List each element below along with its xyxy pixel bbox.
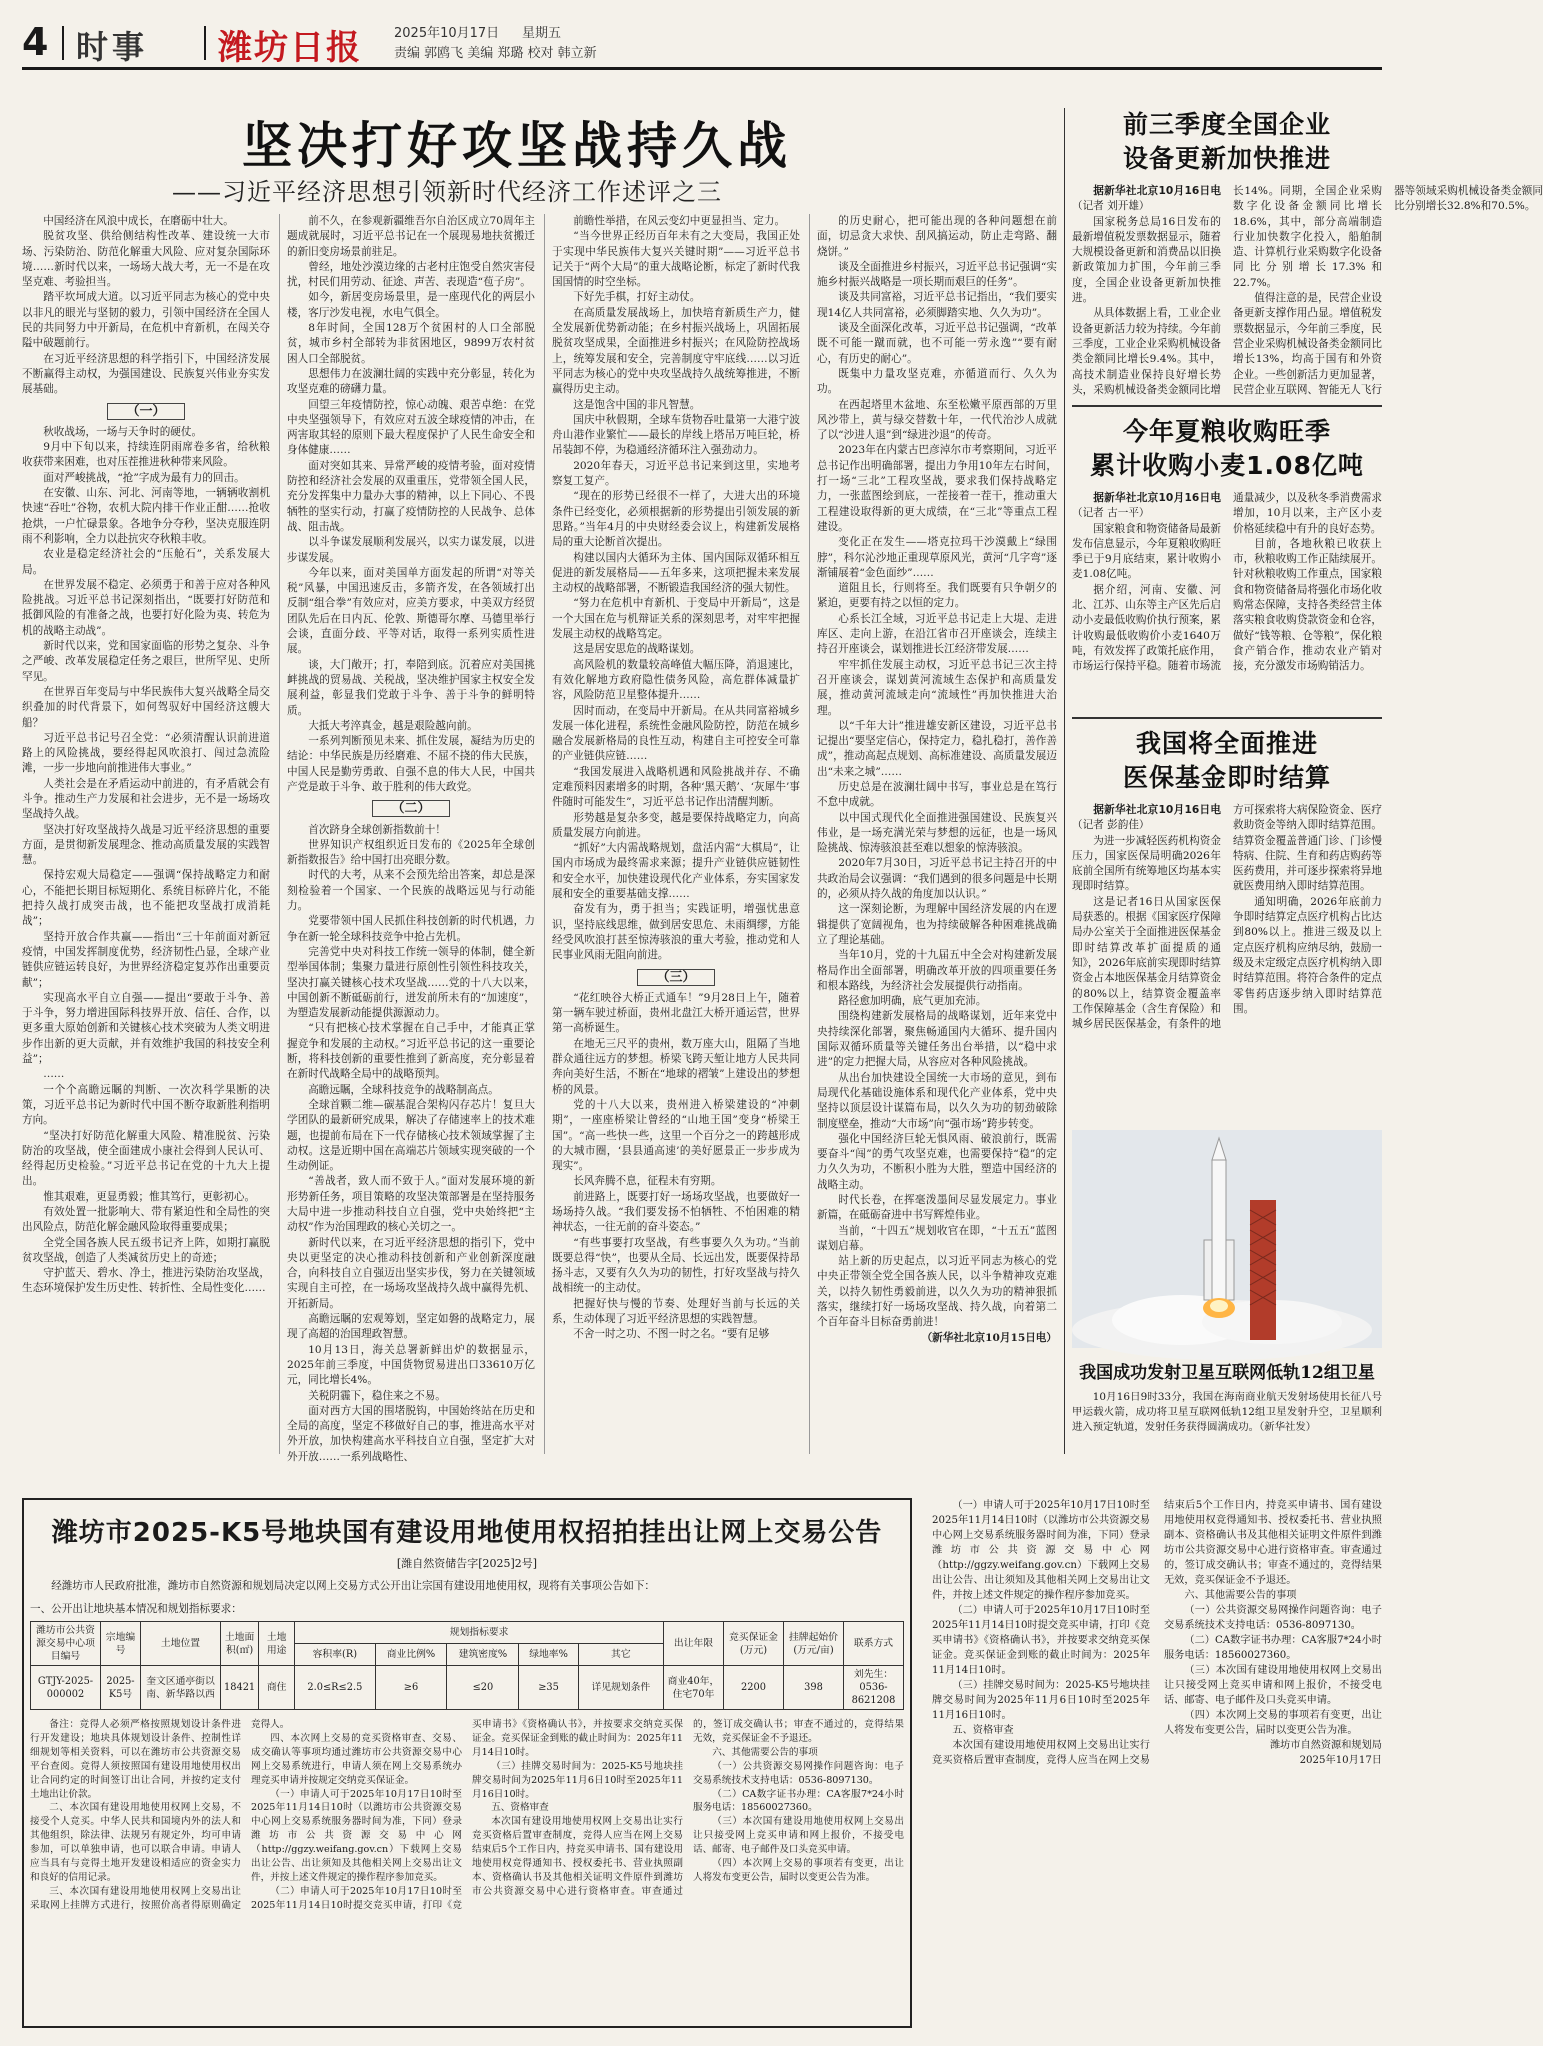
paragraph: 既集中力量攻坚克难，亦循道而行、久久为功。 — [817, 367, 1057, 396]
paragraph: “有些事要打攻坚战，有些事要久久为功。”当前既要总得“快”，也要从全局、长远出发，既要保持昂扬斗志，又要有久久为功的韧性，打好攻坚战与持久战相统一的主动仗。 — [552, 1236, 800, 1295]
land-parcel-table — [30, 1621, 904, 1710]
article-column-3 — [552, 214, 800, 1454]
table-header: 宗地编号 — [101, 1622, 141, 1666]
paragraph: 当前，“十四五”规划收官在即，“十五五”蓝图谋划启幕。 — [817, 1224, 1057, 1252]
story-headline: 今年夏粮收购旺季 累计收购小麦1.08亿吨 — [1090, 417, 1364, 480]
paragraph: 坚决打好攻坚战持久战是习近平经济思想的重要方面，是贯彻新发展理念、推动高质量发展的实践智慧。 — [22, 823, 270, 867]
paragraph: （三）本次国有建设用地使用权网上交易出让只接受网上竞买申请和网上报价，不接受电话、邮寄、电子邮件及口头竞买申请。 — [693, 1816, 904, 1856]
para-group — [552, 214, 800, 964]
paragraph: 大抵大考淬真金，越是艰险越向前。 — [308, 719, 478, 732]
paragraph: 路径愈加明确，底气更加充沛。 — [838, 995, 987, 1008]
newspaper-page — [22, 18, 1543, 2028]
paragraph: 如今，新居变房场景里，是一座现代化的两层小楼，客厅沙发电视，水电气俱全。 — [287, 291, 535, 319]
paragraph: “只有把核心技术掌握在自己手中，才能真正掌握竞争和发展的主动权。”习近平总书记的这一重要论断，将科技创新的重要性推到了新高度，充分彰显着在新时代战略全局中的战略预判。 — [287, 1022, 535, 1081]
dateline: 据新华社北京10月16日电（记者 彭韵佳） — [1072, 804, 1221, 832]
paragraph: 脱贫攻坚、供给侧结构性改革、建设统一大市场、污染防治、防范化解重大风险、应对复杂国际环境……新时代以来，一场场大战大考，无一不是在攻坚克难、考验担当。 — [22, 230, 270, 289]
table-header: 出让年限 — [664, 1622, 724, 1666]
paragraph: 在安徽、山东、河北、河南等地，一辆辆收割机快速“吞吐”谷物，农机大院内排干作业正酣……抢收抢烘，一户忙碌景象。各地争分夺秒，坚决克服连阴雨不利影响，全力以赴抗灾夺秋粮丰收。 — [22, 487, 270, 545]
paragraph: “现在的形势已经很不一样了，大进大出的环境条件已经变化，必须根据新的形势提出引领发展的新思路。”当年4月的中央财经委会议上，构建新发展格局的重大论断首次提出。 — [552, 490, 800, 549]
paragraph: “努力在危机中育新机、于变局中开新局”，这是一个大国在危与机辩证关系的深刻思考，对牢牢把握发展主动权的战略笃定。 — [552, 597, 800, 641]
section-marker: （一） — [22, 404, 270, 419]
story-headline: 我国将全面推进 医保基金即时结算 — [1122, 729, 1331, 792]
para-group — [817, 214, 1057, 1331]
editor-credits: 责编 郭鸥飞 美编 郑璐 校对 韩立新 — [394, 46, 597, 61]
table-cell: ≤20 — [447, 1666, 519, 1710]
paragraph: 构建以国内大循环为主体、国内国际双循环相互促进的新发展格局——五年多来，这项把握未来发展主动权的战略部署，不断锻造我国经济的强大韧性。 — [552, 551, 800, 595]
paragraph: 时代长卷，在挥毫泼墨间尽显发展定力。事业新篇，在砥砺奋进中书写辉煌伟业。 — [817, 1194, 1057, 1222]
paragraph: 目前，各地秋粮已收获上市，秋粮收购工作正陆续展开。针对秋粮收购工作重点，国家粮食和物资储备局将强化市场化收购常态保障，支持各类经营主体落实粮食收购贷款资金和仓容，做好“钱等粮、仓等粮”，保化粮食产销合作，推动农业产销对接，充分激发市场购销活力。 — [1233, 537, 1382, 673]
paragraph: 谈及共同富裕，习近平总书记指出，“我们要实现14亿人共同富裕，必须脚踏实地、久久为功”。 — [817, 291, 1057, 319]
section-marker: （二） — [287, 801, 535, 816]
table-cell: 刘先生：0536-8621208 — [844, 1666, 904, 1710]
paragraph: 谈，大门敞开；打，奉陪到底。沉着应对美国挑衅挑战的贸易战、关税战，坚决维护国家主权安全发展利益，彰显我们党敢于斗争、善于斗争的鲜明特质。 — [287, 658, 535, 717]
paragraph: 思想伟力在波澜壮阔的实践中充分彰显，转化为攻坚克难的磅礴力量。 — [287, 367, 535, 396]
paragraph: 守护蓝天、碧水、净土，推进污染防治攻坚战，生态环境保护发生历史性、转折性、全局性变化…… — [22, 1267, 270, 1295]
paragraph: 全球首颗二维—碳基混合架构闪存芯片！复旦大学团队的最新研究成果，解决了存储速率上的技术难题，也提前布局在下一代存储核心技术领域掌握了主动权。这是近期中国在高端芯片领域实现突破的一个生动例证。 — [287, 1098, 535, 1173]
paragraph: 在世界发展不稳定、必须勇于和善于应对各种风险挑战。习近平总书记深刻指出，“既要打好防范和抵御风险的有准备之战，也要打好化险为夷、转危为机的战略主动战”。 — [22, 578, 270, 637]
signature-date: 2025年10月17日 — [1299, 1755, 1382, 1766]
announcement-title: 潍坊市2025-K5号地块国有建设用地使用权招拍挂出让网上交易公告 — [51, 1518, 883, 1548]
paragraph: 牢牢抓住发展主动权，习近平总书记三次主持召开座谈会，谋划黄河流域生态保护和高质量发展，推动黄河流域走向“流域性”再加快推进大治理。 — [817, 658, 1057, 717]
paragraph: 通知明确，2026年底前力争即时结算定点医疗机构占比达到80%以上。推进三级及以上定点医疗机构应纳尽纳，鼓励一级及未定级定点医疗机构纳入即时结算范围。将符合条件的定点零售药店逐步纳入即时结算范围。 — [1233, 895, 1382, 1015]
column-rule — [544, 214, 545, 1454]
column-rule — [1064, 108, 1065, 1454]
paragraph: 2020年7月30日，习近平总书记主持召开的中共政治局会议强调：“我们遇到的很多问题是中长期的，必须从持久战的角度加以认识。” — [817, 857, 1057, 901]
paragraph: 世界知识产权组织近日发布的《2025年全球创新指数报告》给中国打出亮眼分数。 — [287, 838, 535, 867]
table-cell: GTJY-2025-000002 — [31, 1666, 101, 1710]
paragraph: 实现高水平自立自强——提出“要敢于斗争、善于斗争，努力增进国际科技界开放、信任、合作，以更多重大原始创新和关键核心技术突破为人类文明进步作出新的更大贡献，并有效维护我国的科技安全利益”； — [22, 991, 270, 1066]
paragraph: 前进路上，既要打好一场场攻坚战，也要做好一场场持久战。“我们要发扬不怕牺牲、不怕困难的精神状态，一往无前的奋斗姿态。” — [552, 1190, 800, 1234]
para-group — [287, 823, 535, 1465]
paragraph: 从具体数据上看，工业企业设备更新活力较为持续。今年前三季度，工业企业采购机械设备类金额同比增长9.4%。其中，高技术制造业保持良好增长势头，采购机械设备类金额同比增长14%。同期，全国企业采购数字化设备金额同比增长18.6%，其中，部分高端制造行业加快数字化投入，船舶制造、计算机行业采购数字化设备同比分别增长17.3%和22.7%。 — [1072, 185, 1382, 396]
paragraph: （一）公共资源交易网操作问题咨询：电子交易系统技术支持电话：0536-8097130。 — [1164, 1605, 1382, 1631]
story-equipment — [1072, 108, 1543, 399]
paragraph: 本次国有建设用地使用权网上交易出让实行竞买资格后置审查制度，竞得人应当在网上交易结束后5个工作日内，持竞买申请书、国有建设用地使用权竞得通知书、授权委托书、营业执照副本、资格确认书及其他相关证明文件原件到潍坊市公共资源交易中心进行资格审查。审查通过的，签订成交确认书；审查不通过的，竞得结果无效，竞买保证金不予退还。 — [472, 1719, 904, 1897]
rocket-illustration — [1072, 1130, 1382, 1348]
paragraph: 2023年在内蒙古巴彦淖尔市考察期间，习近平总书记作出明确部署，提出力争用10年左右时间，打一场“三北”工程攻坚战，要求我们保持战略定力，一张蓝图绘到底，一茬接着一茬干，推动重大工程建设取得新的更大成绩，在“三北”等重点工程建设。 — [817, 444, 1057, 533]
table-header-row — [31, 1622, 904, 1644]
paragraph: 为进一步减轻医药机构资金压力，国家医保局明确2026年底前全国所有统筹地区均基本实现即时结算。 — [1072, 834, 1221, 893]
table-header: 规划指标要求 — [295, 1622, 664, 1644]
story-medical-insurance — [1072, 727, 1382, 1065]
paragraph: “我国发展进入战略机遇和风险挑战并存、不确定难预料因素增多的时期，各种‘黑天鹅’、‘灰犀牛’事件随时可能发生”，习近平总书记作出清醒判断。 — [552, 765, 800, 809]
paragraph: 在地无三尺平的贵州，数万座大山，阻隔了当地群众通往远方的梦想。桥梁飞跨天堑让地方人民共同奔向美好生活，不断在“地球的褶皱”上建设出的梦想桥的风景。 — [552, 1037, 800, 1096]
paragraph: “花红映谷大桥正式通车！”9月28日上午，随着第一辆车驶过桥面，贵州北盘江大桥开通运营，世界第一高桥诞生。 — [552, 991, 800, 1035]
paragraph: …… — [43, 1068, 65, 1081]
paragraph: （三）挂牌交易时间为：2025-K5号地块挂牌交易时间为2025年11月6日10时至2025年11月16日10时。 — [932, 1680, 1150, 1721]
announcement-number: [潍自然资储告字[2025]2号] — [396, 1557, 538, 1570]
paragraph: 2020年春天，习近平总书记来到这里，实地考察复工复产。 — [552, 459, 800, 488]
table-cell: 2200 — [724, 1666, 784, 1710]
article-column-2 — [287, 214, 535, 1463]
paragraph: 在西起塔里木盆地、东至松嫩平原西部的万里风沙带上，黄与绿交替数十年，一代代治沙人成就了以“沙进人退”到“绿进沙退”的传奇。 — [817, 398, 1057, 442]
para-group — [1072, 184, 1543, 399]
para-group — [1072, 803, 1382, 1032]
paragraph: 不舍一时之功、不图一时之名。“要有足够 — [573, 1328, 770, 1341]
table-cell: 398 — [784, 1666, 844, 1710]
para-group — [287, 214, 535, 795]
paragraph: 惟其艰难，更显勇毅；惟其笃行，更彰初心。 — [43, 1190, 256, 1203]
paragraph: 农业是稳定经济社会的“压舱石”，关系发展大局。 — [22, 548, 270, 576]
paragraph: 习近平总书记号召全党：“必须清醒认识前进道路上的风险挑战，要经得起风吹浪打、闯过急流险滩，一步一步地向前推进伟大事业。” — [22, 731, 270, 775]
paragraph: 9月中下旬以来，持续连阴雨席卷多省，给秋粮收获带来困难，也对压茬推进秋种带来风险。 — [22, 441, 270, 469]
paragraph: 历史总是在波澜壮阔中书写，事业总是在笃行不怠中成就。 — [817, 780, 1057, 809]
paragraph: 面对西方大国的围堵脱钩，中国始终站在历史和全局的高度，坚定不移做好自己的事，推进高水平对外开放，加快构建高水平科技自立自强，坚定扩大对外开放……一系列战略性、 — [287, 1404, 535, 1463]
paragraph: 党要带领中国人民抓住科技创新的时代机遇，力争在新一轮全球科技竞争中抢占先机。 — [287, 915, 535, 943]
paragraph: 在习近平经济思想的科学指引下，中国经济发展不断赢得主动权，为强国建设、民族复兴伟业夯实发展基础。 — [22, 352, 270, 396]
paragraph: 因时而动，在变局中开新局。在从共同富裕城乡发展一体化进程，系统性金融风险防控，防范在城乡融合发展新格局的良性互动，构建自主可控安全可靠的产业链供应链…… — [552, 704, 800, 763]
photo-caption: 我国成功发射卫星互联网低轨12组卫星 — [1079, 1363, 1375, 1383]
table-cell: ≥35 — [519, 1666, 578, 1710]
paragraph: 以中国式现代化全面推进强国建设、民族复兴伟业，是一场充满光荣与梦想的远征，也是一场风险挑战、惊涛骇浪甚至难以想象的惊涛骇浪。 — [817, 811, 1057, 855]
paragraph: “抓好”大内需战略规划，盘活内需“大棋局”，让国内市场成为最终需求来源；提升产业链供应链韧性和安全水平，加快建设现代化产业体系，夯实国家发展和安全的重要基础支撑…… — [552, 842, 800, 901]
paragraph: “善战者，致人而不致于人。”面对发展环境的新形势新任务，项目策略的攻坚决策部署是在坚持服务大局中进一步推动科技自立自强，党中央始终把“主动权”作为治国理政的核心关切之一。 — [287, 1175, 535, 1234]
para-group — [22, 425, 270, 1297]
paragraph: （二）CA数字证书办理：CA客服7*24小时服务电话：18560027360。 — [693, 1788, 904, 1814]
paragraph: 时代的大考，从来不会预先给出答案，却总是深刻检验着一个国家、一个民族的战略远见与行动能力。 — [287, 869, 535, 913]
paragraph: 中国经济在风浪中成长，在磨砺中壮大。 — [43, 215, 234, 227]
paragraph: （四）本次网上交易的事项若有变更，出让人将发布变更公告，届时以变更公告为准。 — [693, 1858, 904, 1883]
table-cell: 商业40年，住宅70年 — [664, 1666, 724, 1710]
page-header — [22, 18, 1382, 70]
table-header: 竞买保证金(万元) — [724, 1622, 784, 1666]
paragraph: 下好先手棋，打好主动仗。 — [573, 291, 701, 304]
paragraph: 奋发有为，勇于担当；实践证明，增强忧患意识，坚持底线思维，做到居安思危、未雨绸缪，方能经受风吹浪打甚至惊涛骇浪的重大考验，推动党和人民事业风雨无阻向前进。 — [552, 903, 800, 962]
paragraph: 人类社会是在矛盾运动中前进的，有矛盾就会有斗争。推动生产力发展和社会进步，无不是一场场攻坚战持久战。 — [22, 777, 270, 821]
table-header: 挂牌起始价(万元/亩) — [784, 1622, 844, 1666]
paragraph: 这是记者16日从国家医保局获悉的。根据《国家医疗保障局办公室关于全面推进医保基金即时结算改革扩面提质的通知》，2026年底前实现即时结算资金占本地医保基金月结算资金的80%以上，结算资金覆盖率工作保障基金（含生育保险）和城乡居民医保基金，有条件的地方可探索将大病保险资金、医疗救助资金等纳入即时结算范围。结算资金覆盖普通门诊、门诊慢特病、住院、生育和药店购药等医药费用，并可逐步探索将异地就医费用纳入即时结算范围。 — [1072, 804, 1382, 1031]
signature-org: 潍坊市自然资源和规划局 — [1269, 1740, 1382, 1751]
paper-logo: 潍坊日报 — [218, 28, 362, 68]
header-divider — [62, 26, 64, 60]
story-body — [1072, 491, 1382, 711]
paragraph: 六、其他需要公告的事项 — [712, 1746, 818, 1758]
paragraph: 曾经，地处沙漠边缘的古老村庄饱受自然灾害侵扰，村民们用劳动、征途、声苦、表现造“苞子房”。 — [287, 260, 535, 289]
photo-note: 10月16日9时33分，我国在海南商业航天发射场使用长征八号甲运载火箭，成功将卫星互联网低轨12组卫星发射升空，卫星顺利进入预定轨道，发射任务获得圆满成功。（新华社发） — [1072, 1391, 1382, 1433]
paragraph: 关税阴霾下，稳住来之不易。 — [308, 1389, 446, 1402]
paragraph: 秋收战场，一场与天争时的硬仗。 — [43, 425, 203, 438]
article-credit: （新华社北京10月15日电） — [921, 1331, 1057, 1344]
paragraph: 二、本次国有建设用地使用权网上交易，不接受个人竞买。中华人民共和国境内外的法人和其他组织，除法律、法规另有规定外，均可申请参加，可以单独申请，也可以联合申请。申请人应当具有与竞得土地开发建设相适应的资金实力和良好的信用记录。 — [30, 1802, 241, 1883]
table-header: 其它 — [578, 1644, 663, 1666]
table-header: 商业比例% — [375, 1644, 447, 1666]
table-header: 土地用途 — [259, 1622, 295, 1666]
story-body — [1072, 803, 1382, 1065]
land-auction-announcement — [22, 1498, 912, 2028]
story-body — [1072, 184, 1543, 399]
paragraph: 完善党中央对科技工作统一领导的体制，健全新型举国体制；集聚力量进行原创性引领性科技攻关，坚决打赢关键核心技术攻坚战……党的十八大以来，中国创新不断砥砺前行，迸发前所未有的“加速度”，为塑造发展新动能提供源源动力。 — [287, 945, 535, 1020]
table-cell: 奎文区通亭街以南、新华路以西 — [141, 1666, 221, 1710]
paragraph: 10月13日，海关总署新鲜出炉的数据显示，2025年前三季度，中国货物贸易进出口33610万亿元，同比增长4%。 — [287, 1343, 535, 1387]
table-cell: ≥6 — [375, 1666, 447, 1710]
paragraph: 谈及全面深化改革，习近平总书记强调，“改革既不可能一蹴而就，也不可能一劳永逸”“要有耐心，有历史的耐心”。 — [817, 322, 1057, 365]
paragraph: 据介绍，河南、安徽、河北、江苏、山东等主产区先后启动小麦最低收购价执行预案，累计收购最低收购价小麦1640万吨，有效发挥了政策托底作用，市场运行保持平稳。随着市场流通量减少，以及秋冬季消费需求增加，10月以来，主产区小麦价格延续稳中有升的良好态势。 — [1072, 492, 1382, 673]
paragraph: 8年时间，全国128万个贫困村的人口全部脱贫，城市乡村全部转为非贫困地区，9899万农村贫困人口全部脱贫。 — [287, 322, 535, 365]
table-cell: 详见规划条件 — [578, 1666, 663, 1710]
paragraph: 六、其他需要公告的事项 — [1184, 1590, 1297, 1601]
main-headline: 坚决打好攻坚战持久战 — [242, 116, 792, 175]
paragraph: 高风险机的数量较高峰值大幅压降，消退速比，有效化解地方政府隐性债务风险，高危群体减量扩容，风险防范卫星整体提升…… — [552, 658, 800, 702]
table-header: 潍坊市公共资源交易中心项目编号 — [31, 1622, 101, 1666]
table-cell: 商住 — [259, 1666, 295, 1710]
paragraph: （三）本次国有建设用地使用权网上交易出让只接受网上竞买申请和网上报价，不接受电话、邮寄、电子邮件及口头竞买申请。 — [1164, 1665, 1382, 1706]
paragraph: 踏平坎坷成大道。以习近平同志为核心的党中央以非凡的眼光与坚韧的毅力，引领中国经济在全国人民的共同努力中开新局，在危机中育新机，在闯关夺隘中破题前行。 — [22, 291, 270, 350]
paragraph: 站上新的历史起点，以习近平同志为核心的党中央正带领全党全国各族人民，以斗争精神攻克难关，以持久韧性勇毅前进，以久久为功的精神狠抓落实，继续打好一场场攻坚战、持久战，向着第二个百年奋斗目标奋勇前进！ — [817, 1255, 1057, 1329]
paragraph: 三、本次国有建设用地使用权网上交易出让采取网上挂牌方式进行，按照价高者得原则确定竞得人。 — [30, 1719, 290, 1911]
paragraph: 在世界百年变局与中华民族伟大复兴战略全局交织叠加的时代背景下，如何驾驭好中国经济这艘大船？ — [22, 685, 270, 729]
announcement-notes — [30, 1718, 904, 2018]
announcement-section: 一、公开出让地块基本情况和规划指标要求： — [30, 1603, 242, 1615]
paragraph: 这一深刻论断，为理解中国经济发展的内在逻辑提供了宽阔视角，也为持续破解各种困难挑战确立了理论基础。 — [817, 903, 1057, 946]
paragraph: 今年以来，面对美国单方面发起的所谓“对等关税”风暴，中国迅速反击，多箭齐发，在各领域打出反制“组合拳”有效应对，应美方要求，中美双方经贸团队先后在日内瓦、伦敦、斯德哥尔摩、马德里举行会谈，直面分歧、平等对话，取得一系列实质性进展。 — [287, 566, 535, 656]
paragraph: 高瞻远瞩的宏观筹划，坚定如磐的战略定力，展现了高超的治国理政智慧。 — [287, 1313, 535, 1341]
paragraph: 新时代以来，在习近平经济思想的指引下，党中央以更坚定的决心推动科技创新和产业创新深度融合，向科技自立自强迈出坚实步伐，努力在关键领域实现自主可控，在一场场攻坚战持久战中赢得先机、开拓新局。 — [287, 1236, 535, 1310]
paragraph: 长风奔腾不息，征程未有穷期。 — [573, 1175, 722, 1188]
table-header: 联系方式 — [844, 1622, 904, 1666]
story-headline: 前三季度全国企业 设备更新加快推进 — [1122, 110, 1331, 173]
paragraph: 面对严峻挑战，“抢”字成为最有力的回击。 — [43, 471, 245, 484]
table-cell: 18421 — [221, 1666, 259, 1710]
dateline: 据新华社北京10月16日电（记者 刘开雄） — [1072, 185, 1221, 213]
paragraph: 本次国有建设用地使用权网上交易出让实行竞买资格后置审查制度，竞得人应当在网上交易结束后5个工作日内，持竞买申请书、国有建设用地使用权竞得通知书、授权委托书、营业执照副本、资格确认书及其他相关证明文件原件到潍坊市公共资源交易中心进行资格审查。审查通过的，签订成交确认书；审查不通过的，竞得结果无效，竞买保证金不予退还。 — [932, 1500, 1382, 1766]
paragraph: 形势越是复杂多变，越是要保持战略定力，向高质量发展方向前进。 — [552, 811, 800, 839]
issue-date: 2025年10月17日 — [394, 26, 500, 41]
paragraph: 保持宏观大局稳定——强调“保持战略定力和耐心，不能把长期目标短期化、系统目标碎片化，不能把持久战打成突击战，也不能把攻坚战打成消耗战”； — [22, 869, 270, 928]
paragraph: 国家税务总局16日发布的最新增值税发票数据显示，随着大规模设备更新和消费品以旧换新政策加力扩围，今年前三季度，全国企业设备更新加快推进。 — [1072, 215, 1221, 305]
paragraph: （一）申请人可于2025年10月17日10时至2025年11月14日10时（以潍坊市公共资源交易中心网上交易系统服务器时间为准，下同）登录潍坊市公共资源交易中心网（http://ggzy.weifang.gov.cn）下载网上交易出让公告、出让须知及其他相关网上交易出让文件，并按上述文件规定的操作程序参加竞买。 — [251, 1788, 462, 1883]
paragraph: 一个个高瞻远瞩的判断、一次次科学果断的决策，习近平总书记为新时代中国不断夺取新胜利指明方向。 — [22, 1083, 270, 1127]
story-grain — [1072, 415, 1382, 711]
paragraph: 围绕构建新发展格局的战略谋划，近年来党中央持续深化部署，聚焦畅通国内大循环、提升国内国际双循环质量等关键任务出台举措，以“稳中求进”的定力把握大局，从容应对各种风险挑战。 — [817, 1010, 1057, 1069]
paragraph: 这是居安思危的战略谋划。 — [573, 643, 701, 656]
article-column-1 — [22, 214, 270, 1454]
paragraph: 当年10月，党的十九届五中全会对构建新发展格局作出全面部署，明确改革开放的四项重要任务和根本路线，为经济社会发展提供行动指南。 — [817, 949, 1057, 992]
paragraph: （三）挂牌交易时间为：2025-K5号地块挂牌交易时间为2025年11月6日10时至2025年11月16日10时。 — [472, 1760, 683, 1800]
para-group — [22, 214, 270, 398]
paragraph: 以斗争谋发展顺利发展兴，以实力谋发展，以进步谋发展。 — [287, 536, 535, 564]
paragraph: （一）申请人可于2025年10月17日10时至2025年11月14日10时（以潍坊市公共资源交易中心网上交易系统服务器时间为准，下同）登录潍坊市公共资源交易中心网（http://ggzy.weifang.gov.cn）下载网上交易出让公告、出让须知及其他相关网上交易出让文件，并按上述文件规定的操作程序参加竞买。 — [932, 1500, 1150, 1601]
dateline: 据新华社北京10月16日电（记者 古一平） — [1072, 492, 1221, 520]
paragraph: 一系列判断预见未来、抓住发展，凝结为历史的结论：中华民族是历经磨难、不屈不挠的伟大民族，中国人民是勤劳勇敢、自强不息的伟大人民，中国共产党是敢于斗争、敢于胜利的伟大政党。 — [287, 735, 535, 793]
paragraph: （四）本次网上交易的事项若有变更，出让人将发布变更公告，届时以变更公告为准。 — [1164, 1710, 1382, 1736]
paragraph: 心系长江全域，习近平总书记走上大堤、走进库区、走向上游，在沿江省市召开座谈会，连续主持召开座谈会，谋划推进长江经济带发展…… — [817, 612, 1057, 656]
paragraph: 国庆中秋假期，全球车货物吞吐量第一大港宁波舟山港作业繁忙——最长的岸线上塔吊万吨巨轮，桥吊装卸不停，为稳通经济循环注入强劲动力。 — [552, 413, 800, 457]
paragraph: 新时代以来，党和国家面临的形势之复杂、斗争之严峻、改革发展稳定任务之艰巨，世所罕见、史所罕见。 — [22, 640, 270, 683]
paragraph: 首次跻身全球创新指数前十！ — [308, 823, 446, 836]
paragraph: 在高质量发展战场上，加快培育新质生产力，健全发展新优势新动能；在乡村振兴战场上，巩固拓展脱贫攻坚成果，全面推进乡村振兴；在风险防控战场上，统筹发展和安全，完善制度守牢底线……以习近平同志为核心的党中央攻坚战持久战统筹推进，不断赢得历史主动。 — [552, 306, 800, 396]
table-header: 土地面积(㎡) — [221, 1622, 259, 1666]
issue-weekday: 星期五 — [522, 26, 562, 41]
table-header: 土地位置 — [141, 1622, 221, 1666]
section-name: 时事 — [76, 28, 149, 66]
paragraph: 谈及全面推进乡村振兴，习近平总书记强调“实施乡村振兴战略是一项长期而艰巨的任务”。 — [817, 260, 1057, 289]
table-cell: 2025-K5号 — [101, 1666, 141, 1710]
paragraph: “坚决打好防范化解重大风险、精准脱贫、污染防治的攻坚战，使全面建成小康社会得到人民认可、经得起历史检验。”习近平总书记在党的十九大上提出。 — [22, 1129, 270, 1188]
header-divider — [204, 26, 206, 60]
paragraph: 以“千年大计”推进雄安新区建设，习近平总书记提出“要坚定信心，保持定力，稳扎稳打，善作善成”，推动高起点规划、高标准建设、高质量发展迈出“未来之城”…… — [817, 719, 1057, 778]
paragraph: 五、资格审查 — [952, 1725, 1014, 1736]
paragraph: 坚持开放合作共赢——指出“三十年前面对新冠疫情，中国发挥制度优势，经济韧性凸显，全球产业链供应链运转良好，为世界经济稳定复苏作出重要贡献”； — [22, 930, 270, 989]
paragraph: 道阻且长，行则将至。我们既要有只争朝夕的紧迫，更要有持之以恒的定力。 — [817, 582, 1057, 610]
paragraph: （二）CA数字证书办理：CA客服7*24小时服务电话：18560027360。 — [1164, 1635, 1382, 1661]
rocket-launch-photo — [1072, 1130, 1382, 1348]
paragraph: 从出台加快建设全国统一大市场的意见，到布局现代化基础设施体系和现代化产业体系，党中央坚持以顶层设计谋篇布局，以久久为功的韧劲破除制度壁垒，推动“大市场”向“强市场”跨步转变。 — [817, 1071, 1057, 1130]
section-marker: （三） — [552, 970, 800, 985]
column-rule — [279, 214, 280, 1454]
announcement-continued — [932, 1498, 1382, 2028]
story-divider — [1072, 717, 1382, 719]
para-group — [552, 991, 800, 1343]
paragraph: （一）公共资源交易网操作问题咨询：电子交易系统技术支持电话：0536-8097130。 — [693, 1760, 904, 1786]
paragraph: 值得注意的是，民营企业设备更新支撑作用凸显。增值税发票数据显示，今年前三季度，民营企业采购机械设备类金额同比增长13%，均高于国有和外资企业。一些创新活力更加显著，民营企业互联网、智能无人飞行器等领域采购机械设备类金额同比分别增长32.8%和70.5%。 — [1233, 185, 1543, 396]
announcement-intro: 经潍坊市人民政府批准，潍坊市自然资源和规划局决定以网上交易方式公开出让宗国有建设用地使用权，现将有关事项公告如下： — [51, 1580, 656, 1592]
paragraph: 国家粮食和物资储备局最新发布信息显示，今年夏粮收购旺季已于9月底结束，累计收购小麦1.08亿吨。 — [1072, 522, 1221, 581]
story-divider — [1072, 405, 1382, 407]
table-header: 绿地率% — [519, 1644, 578, 1666]
page-number: 4 — [22, 20, 49, 64]
paragraph: 这是饱含中国的非凡智慧。 — [573, 398, 701, 411]
table-row — [31, 1666, 904, 1710]
paragraph: 面对突如其来、异常严峻的疫情考验，面对疫情防控和经济社会发展的双重重压，党带领全国人民，充分发挥集中力量办大事的精神，以上下同心、不畏牺牲的坚实行动，打赢了疫情防控的人民战争、总体战、阻击战。 — [287, 459, 535, 533]
table-header: 容积率(R) — [295, 1644, 375, 1666]
paragraph: 强化中国经济巨轮无惧风雨、破浪前行，既需要奋斗“闯”的勇气攻坚克难，也需要保持“稳”的定力久久为功，不断积小胜为大胜，塑造中国经济的战略主动。 — [817, 1132, 1057, 1191]
paragraph: 前瞻性举措，在风云变幻中更显担当、定力。 — [573, 215, 786, 227]
paragraph: 党的十八大以来，贵州进入桥梁建设的“冲刺期”，一座座桥梁让曾经的“山地王国”变身“桥梁王国”。“高一些快一些，这里一个百分之一的跨越形成的大城市圈，‘县县通高速’的美好愿景正一步步成为现实”。 — [552, 1098, 800, 1173]
para-group — [932, 1498, 1382, 1768]
paragraph: “当今世界正经历百年未有之大变局，我国正处于实现中华民族伟大复兴关键时期”——习近平总书记关于“两个大局”的重大战略论断，标定了新时代我国国情的时空坐标。 — [552, 230, 800, 289]
main-subheadline: ——习近平经济思想引领新时代经济工作述评之三 — [172, 178, 722, 206]
paragraph: 五、资格审查 — [491, 1802, 549, 1814]
paragraph: 把握好快与慢的节奏、处理好当前与长远的关系，生动体现了习近平经济思想的实践智慧。 — [552, 1297, 800, 1326]
paragraph: 有效处置一批影响大、带有紧迫性和全局性的突出风险点，防范化解金融风险取得重要成果； — [22, 1206, 270, 1234]
paragraph: 高瞻远瞩，全球科技竞争的战略制高点。 — [308, 1083, 499, 1096]
paragraph: 回望三年疫情防控，惊心动魄、艰苦卓绝：在党中央坚强领导下，有效应对五波全球疫情的冲击，在两害取其轻的原则下最大程度保护了人民生命安全和身体健康…… — [287, 398, 535, 457]
paragraph: 备注：竞得人必须严格按照规划设计条件进行开发建设；地块具体规划设计条件、控制性详细规划等相关资料，可以在潍坊市公共资源交易平台查阅。竞得人须按照国有建设用地使用权出让合同约定的时间签订出让合同，并按约定支付土地出让价款。 — [30, 1719, 241, 1800]
right-column — [1072, 108, 1543, 1065]
paragraph: （二）申请人可于2025年10月17日10时至2025年11月14日10时提交竞买申请，打印《竞买申请书》《资格确认书》，并按要求交纳竞买保证金。竞买保证金到账的截止时间为：2025年11月14日10时。 — [251, 1719, 683, 1911]
paragraph: 全党全国各族人民五级书记齐上阵，如期打赢脱贫攻坚战，创造了人类减贫历史上的奇迹； — [22, 1236, 270, 1264]
paragraph: （二）申请人可于2025年10月17日10时至2025年11月14日10时提交竞买申请，打印《竞买申请书》《资格确认书》，并按要求交纳竞买保证金。竞买保证金到账的截止时间为：2025年11月14日10时。 — [932, 1605, 1150, 1676]
paragraph: 前不久，在参观新疆维吾尔自治区成立70周年主题成就展时，习近平总书记在一个展现易地扶贫搬迁的新旧变房场景前驻足。 — [287, 215, 535, 258]
column-rule — [809, 214, 810, 1454]
paragraph: 四、本次网上交易的竞买资格审查、交易、成交确认等事项均通过潍坊市公共资源交易中心网上交易系统进行，申请人须在网上交易系统办理竞买申请并按规定交纳竞买保证金。 — [251, 1732, 462, 1786]
table-header: 建筑密度% — [447, 1644, 519, 1666]
article-column-4 — [817, 214, 1057, 1454]
table-cell: 2.0≤R≤2.5 — [295, 1666, 375, 1710]
paragraph: 的历史耐心，把可能出现的各种问题想在前面，切忌贪大求快、刮风搞运动，防止走弯路、翻烧饼。” — [817, 215, 1057, 258]
paragraph: 变化正在发生——塔克拉玛干沙漠戴上“绿围脖”，科尔沁沙地正重现草原风光，黄河“几字弯”逐渐铺展着“金色面纱”…… — [817, 536, 1057, 579]
